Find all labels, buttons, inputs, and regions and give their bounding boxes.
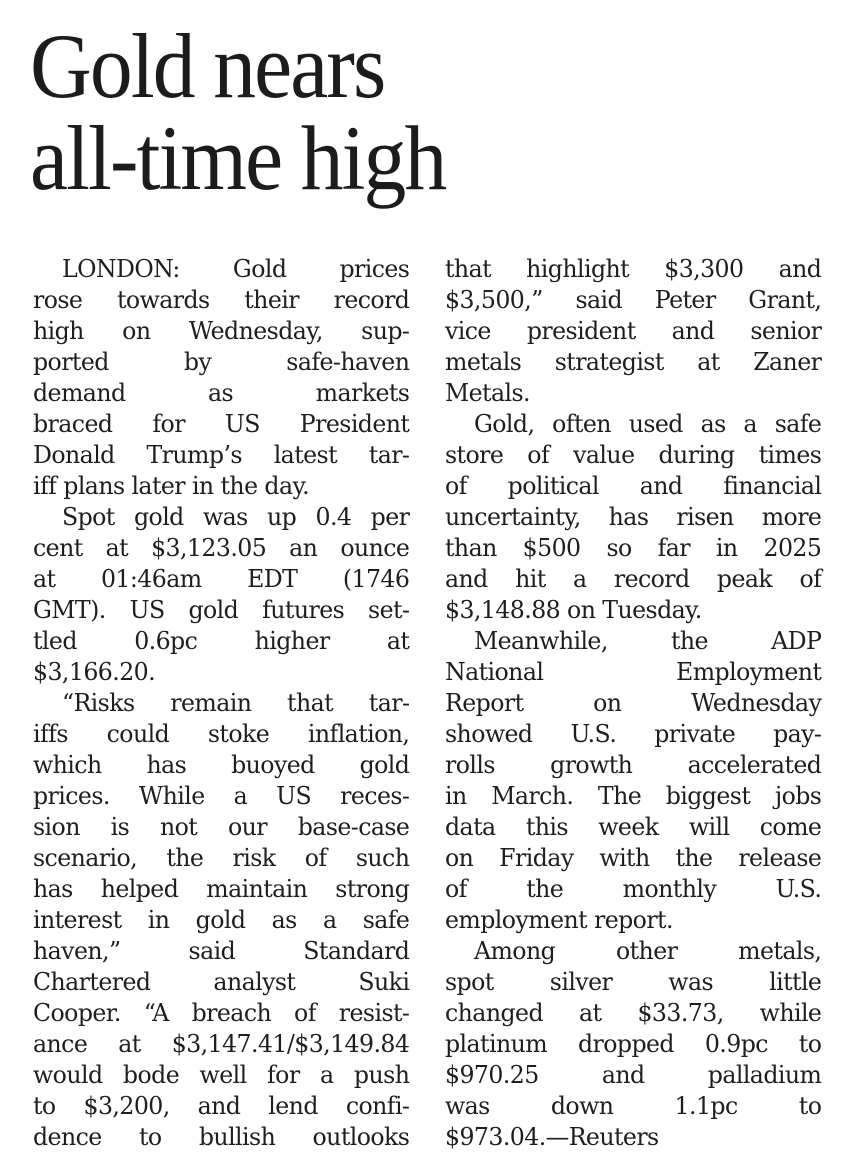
body-text-line: sion is not our base-case: [33, 812, 410, 841]
body-text-line: than $500 so far in 2025: [445, 533, 822, 562]
body-text-line: Donald Trump’s latest tar-: [33, 440, 410, 469]
body-text-line: changed at $33.73, while: [445, 998, 822, 1027]
body-text-line: GMT). US gold futures set-: [33, 595, 410, 624]
body-text-line: that highlight $3,300 and: [445, 254, 822, 283]
body-text-line: at 01:46am EDT (1746: [33, 564, 410, 593]
body-text-line: would bode well for a push: [33, 1060, 410, 1089]
headline-line-2: all-time high: [30, 107, 446, 209]
body-text-line: Gold, often used as a safe: [473, 409, 822, 438]
body-text-line: Spot gold was up 0.4 per: [61, 502, 410, 531]
article-column-right: [445, 253, 822, 1152]
body-text-line: “Risks remain that tar-: [61, 688, 410, 717]
body-text-line: National Employment: [445, 657, 822, 686]
body-text-line: iffs could stoke inflation,: [33, 719, 410, 748]
body-text-line: to $3,200, and lend confi-: [33, 1091, 410, 1120]
body-text-line: high on Wednesday, sup-: [33, 316, 410, 345]
body-text-line: dence to bullish outlooks: [33, 1122, 410, 1151]
body-text-line: Meanwhile, the ADP: [473, 626, 822, 655]
body-text-line: rose towards their record: [33, 285, 410, 314]
body-text-line: Metals.: [445, 378, 530, 407]
body-text-line: vice president and senior: [445, 316, 822, 345]
body-text-line: tled 0.6pc higher at: [33, 626, 410, 655]
body-text-line: employment report.: [445, 905, 673, 934]
body-text-line: store of value during times: [445, 440, 822, 469]
body-text-line: Among other metals,: [473, 936, 822, 965]
body-text-line: data this week will come: [445, 812, 822, 841]
body-text-line: ported by safe-haven: [33, 347, 410, 376]
body-text-line: was down 1.1pc to: [445, 1091, 822, 1120]
body-text-line: iff plans later in the day.: [33, 471, 310, 500]
body-text-line: $970.25 and palladium: [445, 1060, 822, 1089]
body-text-line: metals strategist at Zaner: [445, 347, 822, 376]
headline-line-1: Gold nears: [30, 15, 385, 117]
body-text-line: interest in gold as a safe: [33, 905, 410, 934]
body-text-line: has helped maintain strong: [33, 874, 410, 903]
body-text-line: Chartered analyst Suki: [33, 967, 410, 996]
body-text-line: cent at $3,123.05 an ounce: [33, 533, 410, 562]
body-text-line: rolls growth accelerated: [445, 750, 822, 779]
headline: [30, 15, 446, 209]
body-text-line: Report on Wednesday: [445, 688, 822, 717]
body-text-line: $973.04.—Reuters: [445, 1122, 659, 1151]
body-text-line: Cooper. “A breach of resist-: [33, 998, 410, 1027]
body-text-line: haven,” said Standard: [33, 936, 410, 965]
body-text-line: prices. While a US reces-: [33, 781, 410, 810]
body-text-line: braced for US President: [33, 409, 410, 438]
body-text-line: which has buoyed gold: [33, 750, 410, 779]
body-text-line: platinum dropped 0.9pc to: [445, 1029, 822, 1058]
body-text-line: LONDON: Gold prices: [61, 254, 410, 283]
body-text-line: of political and financial: [445, 471, 822, 500]
article-column-left: [33, 253, 410, 1152]
body-text-line: and hit a record peak of: [445, 564, 822, 593]
body-text-line: $3,166.20.: [33, 657, 156, 686]
body-text-line: scenario, the risk of such: [33, 843, 410, 872]
body-text-line: in March. The biggest jobs: [445, 781, 822, 810]
body-text-line: ance at $3,147.41/$3,149.84: [33, 1029, 410, 1058]
body-text-line: showed U.S. private pay-: [445, 719, 822, 748]
body-text-line: $3,500,” said Peter Grant,: [445, 285, 822, 314]
body-text-line: uncertainty, has risen more: [445, 502, 822, 531]
body-text-line: on Friday with the release: [445, 843, 822, 872]
body-text-line: spot silver was little: [445, 967, 822, 996]
body-text-line: $3,148.88 on Tuesday.: [445, 595, 702, 624]
body-text-line: demand as markets: [33, 378, 410, 407]
body-text-line: of the monthly U.S.: [445, 874, 822, 903]
